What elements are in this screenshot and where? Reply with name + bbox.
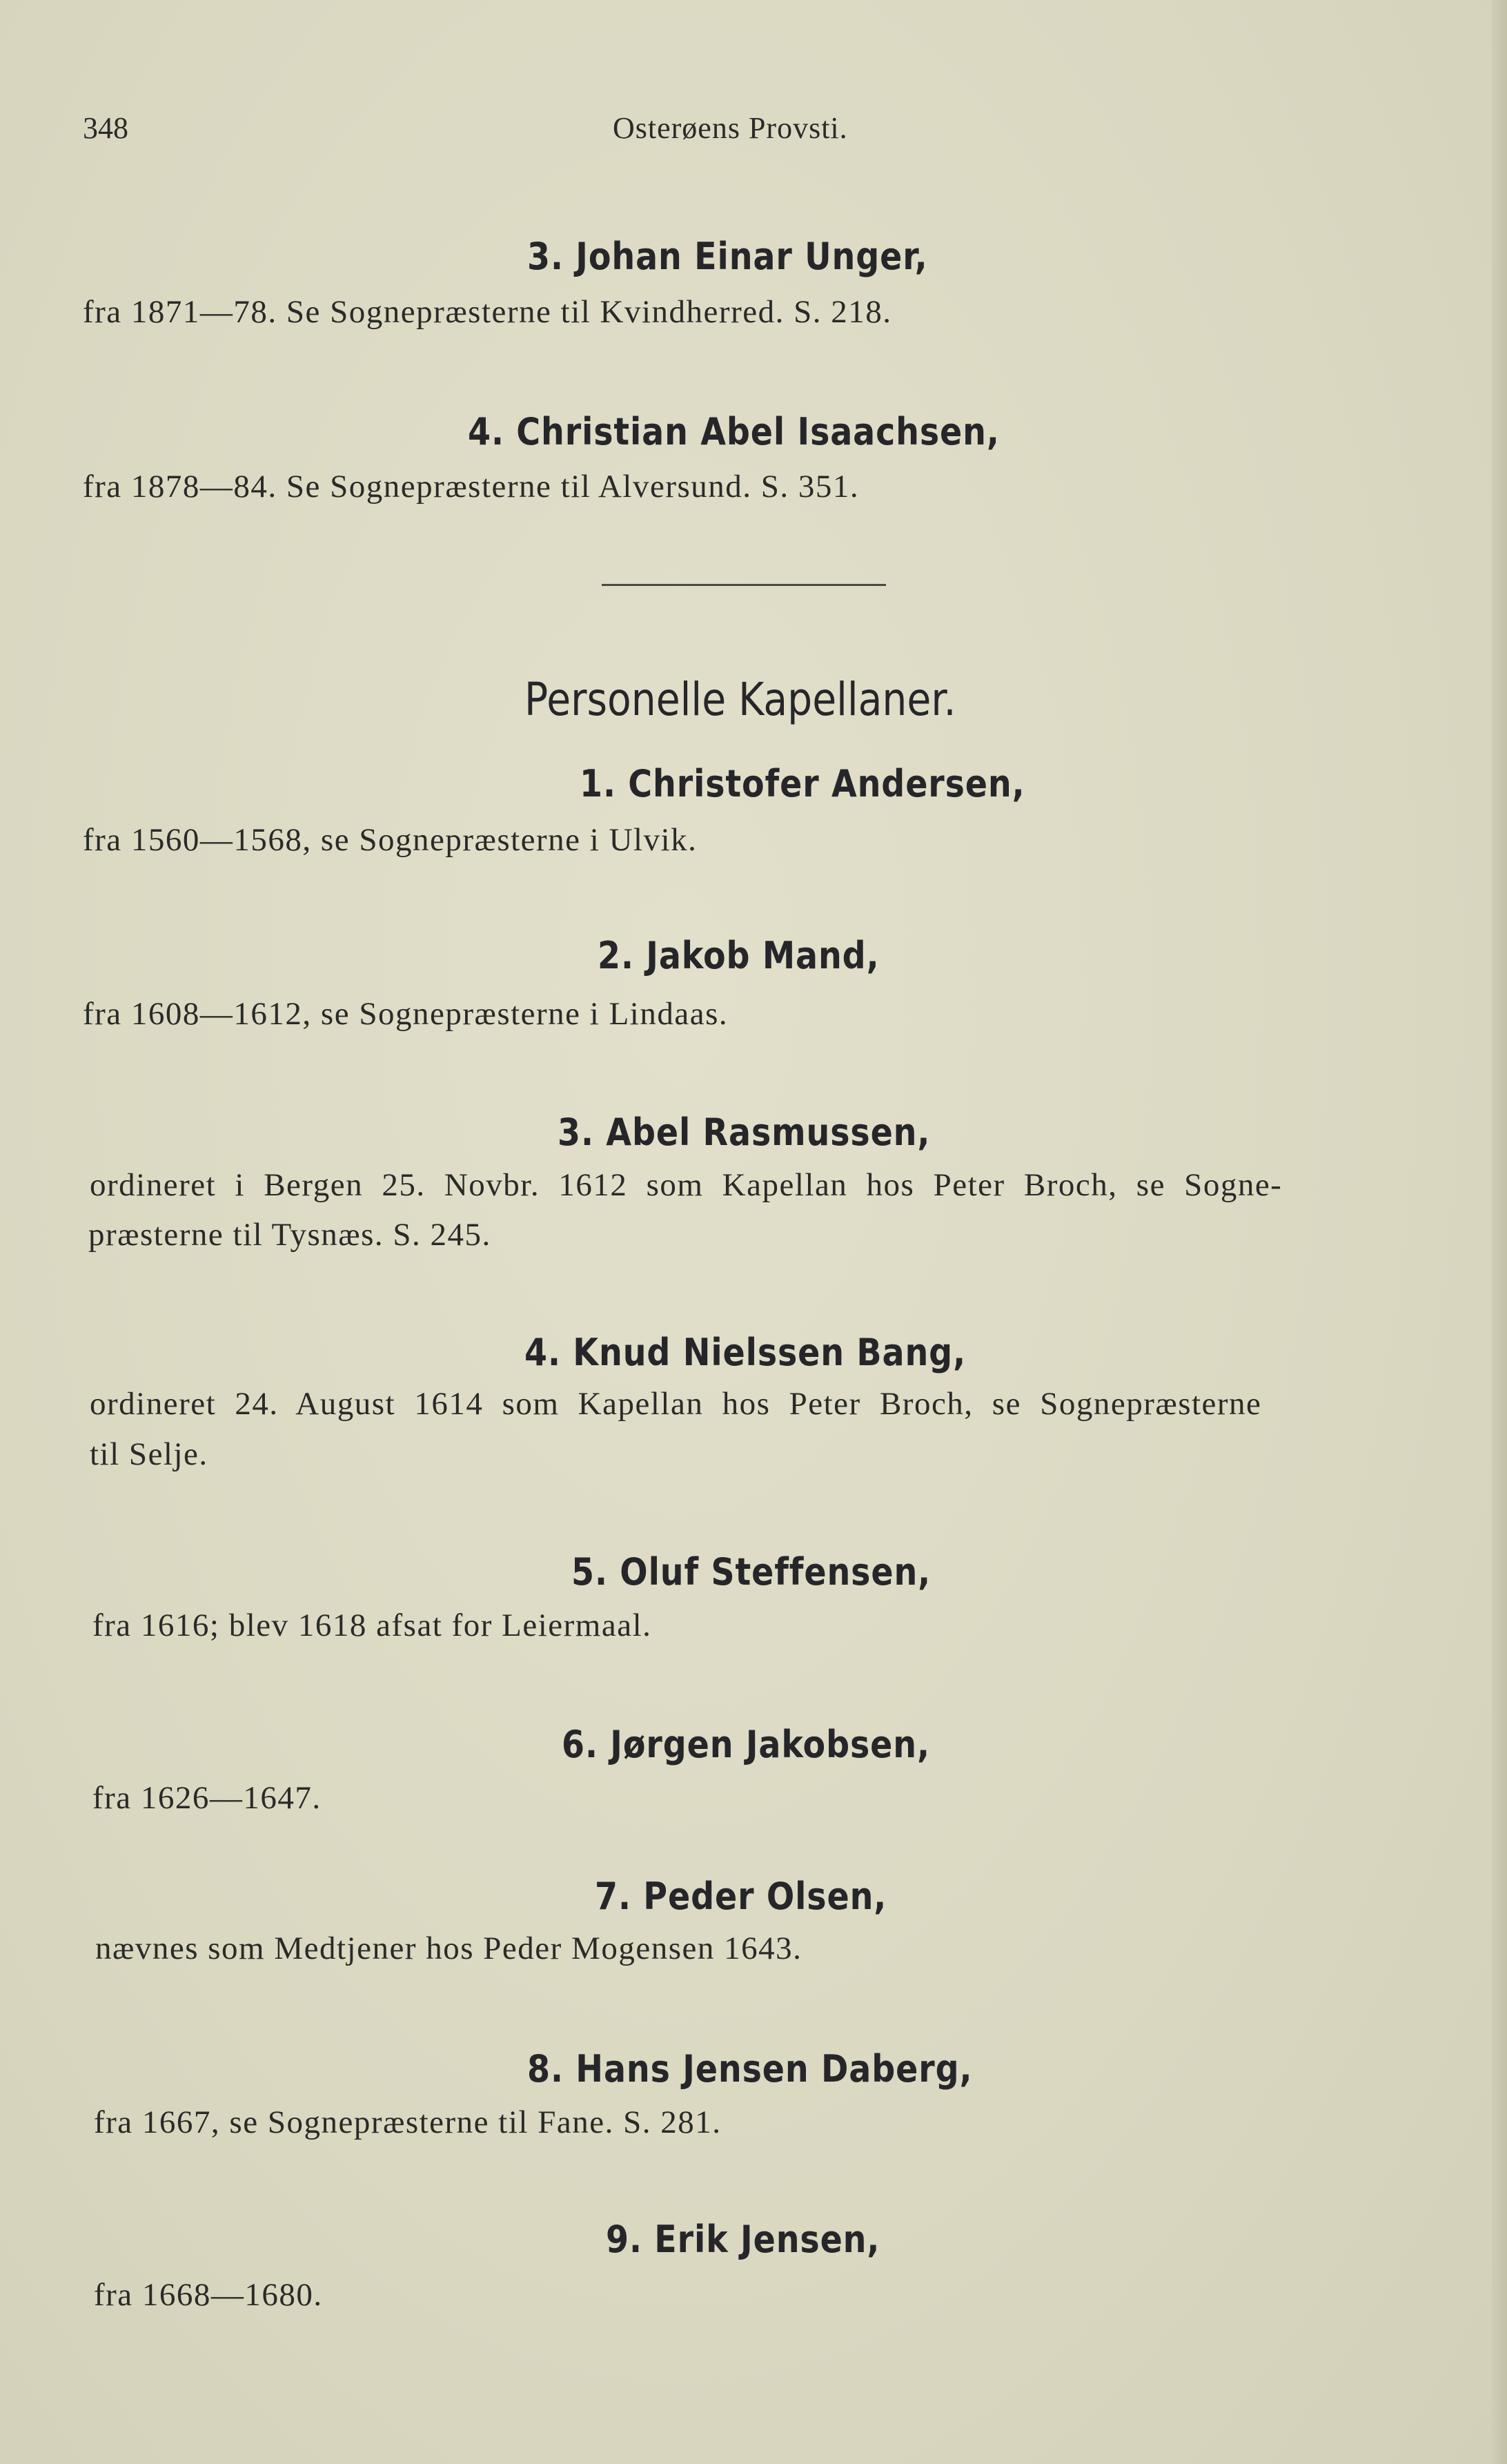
entry-heading: 1. Christofer Andersen, (580, 762, 1025, 805)
entry-heading: 8. Hans Jensen Daberg, (527, 2047, 973, 2091)
entry-text: ordineret 24. August 1614 som Kapellan hos Peter Broch, se Sognepræsterne (90, 1386, 1262, 1422)
entry-text: fra 1608—1612, se Sognepræsterne i Lindaas. (83, 996, 729, 1032)
page-edge (1492, 0, 1507, 2464)
entry-heading: 9. Erik Jensen, (606, 2218, 880, 2261)
entry-text: ordineret i Bergen 25. Novbr. 1612 som Kapellan hos Peter Broch, se Sogne- (90, 1167, 1283, 1203)
entry-text: fra 1560—1568, se Sognepræsterne i Ulvik. (83, 822, 698, 858)
entry-heading: 5. Oluf Steffensen, (571, 1550, 932, 1594)
entry-heading: 3. Abel Rasmussen, (558, 1111, 931, 1154)
entry-heading: 3. Johan Einar Unger, (527, 235, 928, 278)
section-divider (602, 584, 886, 586)
entry-text: præsterne til Tysnæs. S. 245. (88, 1217, 491, 1253)
entry-text: fra 1668—1680. (94, 2277, 323, 2313)
entry-text: nævnes som Medtjener hos Peder Mogensen 1643. (95, 1930, 802, 1966)
running-title: Osterøens Provsti. (613, 111, 848, 145)
entry-text: til Selje. (90, 1436, 208, 1472)
entry-heading: 7. Peder Olsen, (595, 1875, 887, 1918)
entry-heading: 2. Jakob Mand, (598, 934, 880, 977)
entry-heading: 4. Christian Abel Isaachsen, (468, 410, 1000, 453)
entry-text: fra 1878—84. Se Sognepræsterne til Alversund. S. 351. (83, 469, 860, 505)
page-number: 348 (83, 111, 128, 145)
entry-text: fra 1616; blev 1618 afsat for Leiermaal. (92, 1607, 652, 1643)
entry-text: fra 1667, se Sognepræsterne til Fane. S. 281. (94, 2104, 722, 2140)
entry-heading: 4. Knud Nielssen Bang, (524, 1331, 967, 1374)
running-header (0, 110, 1507, 152)
entry-text: fra 1626—1647. (92, 1780, 322, 1816)
entry-heading: 6. Jørgen Jakobsen, (562, 1723, 930, 1766)
section-title: Personelle Kapellaner. (524, 673, 956, 726)
entry-text: fra 1871—78. Se Sognepræsterne til Kvindherred. S. 218. (83, 294, 892, 330)
